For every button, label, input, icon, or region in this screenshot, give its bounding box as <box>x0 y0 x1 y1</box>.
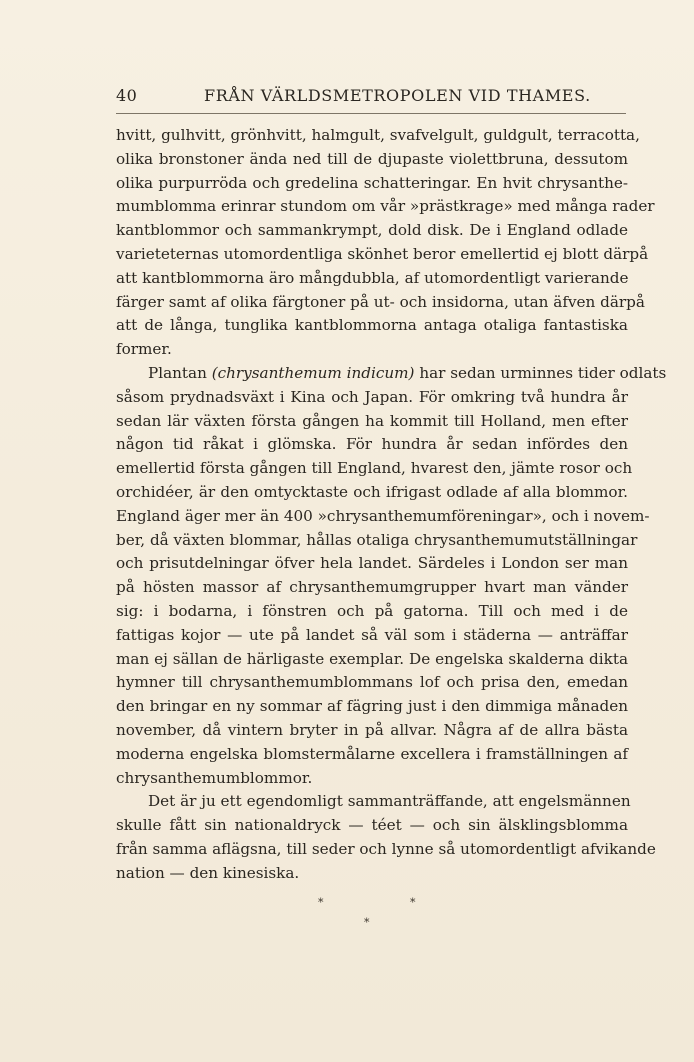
text-fragment: Plantan <box>148 363 212 382</box>
text-line: färger samt af olika färgtoner på ut- och insidorna, utan äfven därpå <box>116 292 645 311</box>
text-line: att kantblommorna äro mångdubbla, af utomordentligt varierande <box>116 268 629 287</box>
text-line: ber, då växten blommar, hållas otaliga chrysanthemumutställningar <box>116 530 638 549</box>
body-text <box>116 124 667 886</box>
text-line: hvitt, gulhvitt, grönhvitt, halmgult, svafvelgult, guldgult, terracotta, <box>116 126 640 144</box>
text-line: hymner till chrysanthemumblommans lof och prisa den, emedan <box>116 673 628 692</box>
text-line: nation — den kinesiska. <box>116 863 300 882</box>
text-fragment: har sedan urminnes tider odlats <box>414 363 667 382</box>
asterisk-ornament: * <box>364 916 370 929</box>
text-line: sig: i bodarna, i fönstren och på gatorna. Till och med i de <box>116 601 628 620</box>
text-line: chrysanthemumblommor. <box>116 768 313 787</box>
text-line: emellertid första gången till England, hvarest den, jämte rosor och <box>116 459 633 478</box>
header-rule <box>116 113 626 114</box>
latin-name: (chrysanthemum indicum) <box>211 363 415 382</box>
asterisk-ornament: * <box>410 896 416 909</box>
asterisk-ornament: * <box>318 896 324 909</box>
text-line: från samma aflägsna, till seder och lynne så utomordentligt afvikande <box>116 839 656 858</box>
text-line: orchidéer, är den omtycktaste och ifrigast odlade af alla blommor. <box>116 482 628 501</box>
text-line: såsom prydnadsväxt i Kina och Japan. För omkring två hundra år <box>116 387 628 406</box>
text-line: någon tid råkat i glömska. För hundra år sedan infördes den <box>116 435 628 454</box>
paragraph-2-first-line <box>116 362 667 386</box>
text-line: skulle fått sin nationaldryck — téet — och sin älsklingsblomma <box>116 816 628 835</box>
text-line: november, då vintern bryter in på allvar. Några af de allra bästa <box>116 720 628 739</box>
text-line: mumblomma erinrar stundom om vår »prästkrage» med många rader <box>116 197 655 216</box>
text-line: att de långa, tunglika kantblommorna antaga otaliga fantastiska <box>116 316 628 335</box>
running-title: FRÅN VÄRLDSMETROPOLEN VID THAMES. <box>204 86 591 105</box>
text-line: Det är ju ett egendomligt sammanträffande, att engelsmännen <box>148 792 631 811</box>
text-line: olika bronstoner ända ned till de djupaste violettbruna, dessutom <box>116 149 628 168</box>
section-ornament <box>0 896 694 936</box>
text-line: olika purpurröda och gredelina schatteringar. En hvit chrysanthe- <box>116 173 628 192</box>
text-line: sedan lär växten första gången ha kommit till Holland, men efter <box>116 411 628 430</box>
text-line: kantblommor och sammankrympt, dold disk. De i England odlade <box>116 221 628 240</box>
page-number: 40 <box>116 86 138 105</box>
text-line: fattigas kojor — ute på landet så väl som i städerna — anträffar <box>116 625 628 644</box>
text-line: moderna engelska blomstermålarne excellera i framställningen af <box>116 744 628 763</box>
text-line: former. <box>116 340 172 359</box>
text-line: man ej sällan de härligaste exemplar. De engelska skalderna dikta <box>116 649 628 668</box>
page-header <box>116 84 626 108</box>
text-line: den bringar en ny sommar af fägring just i den dimmiga månaden <box>116 697 628 716</box>
text-line: England äger mer än 400 »chrysanthemumföreningar», och i novem- <box>116 506 650 525</box>
text-line: på hösten massor af chrysanthemumgrupper hvart man vänder <box>116 578 628 597</box>
text-line: varieteternas utomordentliga skönhet beror emellertid ej blott därpå <box>116 244 649 263</box>
text-line: och prisutdelningar öfver hela landet. Särdeles i London ser man <box>116 554 628 573</box>
